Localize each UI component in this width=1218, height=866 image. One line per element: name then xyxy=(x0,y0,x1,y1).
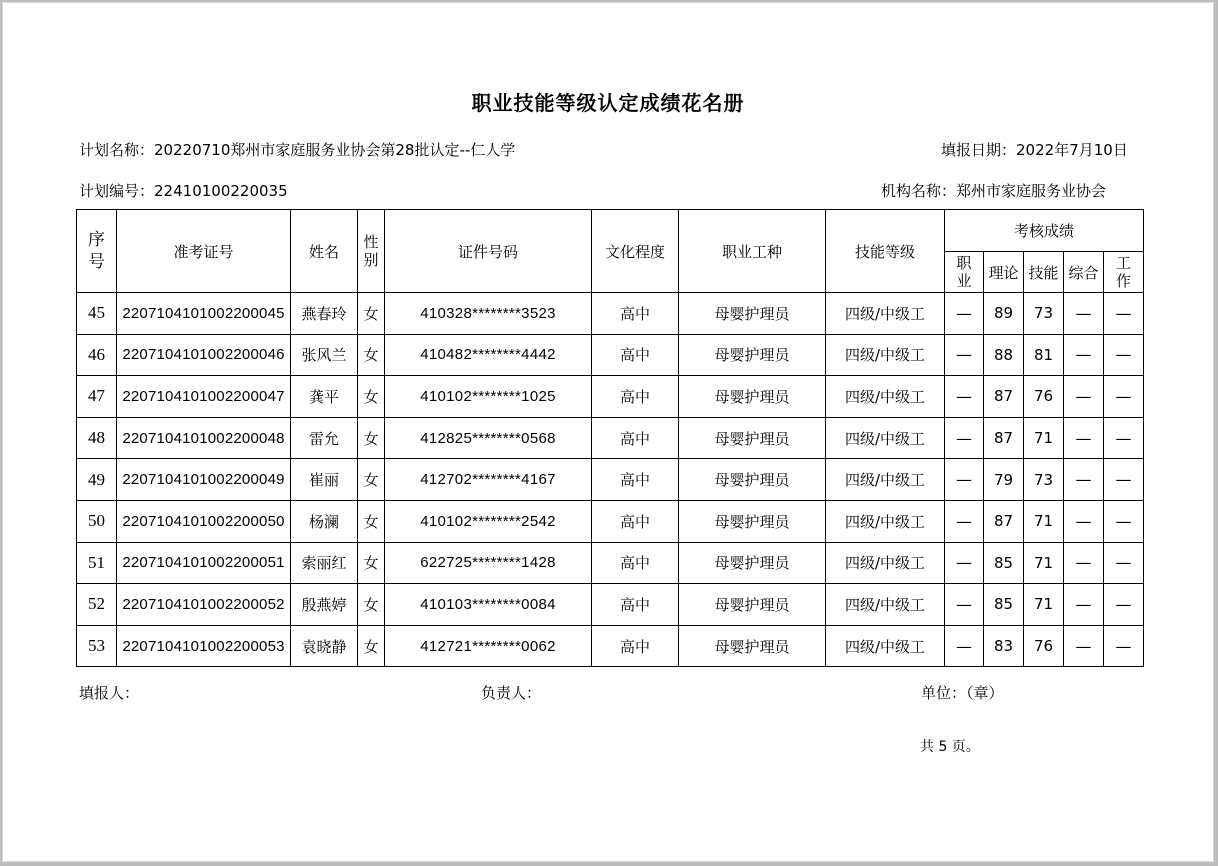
cell-score-theory: 85 xyxy=(984,542,1024,584)
cell-ticket: 2207104101002200049 xyxy=(117,459,291,501)
table-row xyxy=(77,542,1144,584)
cell-name: 张风兰 xyxy=(291,334,358,376)
cell-seq: 49 xyxy=(77,459,117,501)
cell-score-skill: 71 xyxy=(1024,584,1064,626)
cell-score-theory: 89 xyxy=(984,293,1024,335)
fill-date xyxy=(941,139,1128,160)
page-count: 共 5 页。 xyxy=(920,739,980,755)
cell-score-occupation: — xyxy=(945,293,984,335)
cell-name: 燕春玲 xyxy=(291,293,358,335)
table-row xyxy=(77,625,1144,667)
cell-name: 索丽红 xyxy=(291,542,358,584)
cell-occupation: 母婴护理员 xyxy=(679,417,826,459)
cell-score-overall: — xyxy=(1064,459,1104,501)
cell-occupation: 母婴护理员 xyxy=(679,334,826,376)
cell-score-overall: — xyxy=(1064,417,1104,459)
cell-education: 高中 xyxy=(592,625,679,667)
header-score-skill: 技能 xyxy=(1024,252,1064,293)
document-page xyxy=(2,2,1214,862)
cell-occupation: 母婴护理员 xyxy=(679,293,826,335)
table-row xyxy=(77,459,1144,501)
cell-score-overall: — xyxy=(1064,334,1104,376)
cell-level: 四级/中级工 xyxy=(826,417,945,459)
cell-score-work: — xyxy=(1104,459,1144,501)
header-gender: 性别 xyxy=(358,210,385,293)
cell-level: 四级/中级工 xyxy=(826,625,945,667)
cell-score-occupation: — xyxy=(945,417,984,459)
cell-score-theory: 79 xyxy=(984,459,1024,501)
cell-education: 高中 xyxy=(592,417,679,459)
cell-score-occupation: — xyxy=(945,584,984,626)
cell-education: 高中 xyxy=(592,542,679,584)
cell-occupation: 母婴护理员 xyxy=(679,500,826,542)
cell-score-work: — xyxy=(1104,584,1144,626)
cell-gender: 女 xyxy=(358,417,385,459)
cell-gender: 女 xyxy=(358,500,385,542)
cell-score-skill: 76 xyxy=(1024,625,1064,667)
cell-score-overall: — xyxy=(1064,376,1104,418)
cell-seq: 52 xyxy=(77,584,117,626)
cell-name: 殷燕婷 xyxy=(291,584,358,626)
header-education: 文化程度 xyxy=(592,210,679,293)
cell-score-theory: 87 xyxy=(984,417,1024,459)
cell-level: 四级/中级工 xyxy=(826,459,945,501)
cell-level: 四级/中级工 xyxy=(826,376,945,418)
header-occupation: 职业工种 xyxy=(679,210,826,293)
cell-occupation: 母婴护理员 xyxy=(679,584,826,626)
cell-score-skill: 73 xyxy=(1024,293,1064,335)
cell-seq: 50 xyxy=(77,500,117,542)
cell-score-occupation: — xyxy=(945,459,984,501)
cell-score-overall: — xyxy=(1064,500,1104,542)
cell-id: 410103********0084 xyxy=(385,584,592,626)
cell-id: 622725********1428 xyxy=(385,542,592,584)
cell-name: 雷允 xyxy=(291,417,358,459)
cell-score-skill: 71 xyxy=(1024,542,1064,584)
cell-gender: 女 xyxy=(358,459,385,501)
cell-education: 高中 xyxy=(592,500,679,542)
cell-score-work: — xyxy=(1104,625,1144,667)
cell-seq: 51 xyxy=(77,542,117,584)
header-score-overall: 综合 xyxy=(1064,252,1104,293)
cell-ticket: 2207104101002200045 xyxy=(117,293,291,335)
header-score-work: 工作 xyxy=(1104,252,1144,293)
cell-id: 410482********4442 xyxy=(385,334,592,376)
plan-number-label: 计划编号： xyxy=(79,182,155,200)
header-seq: 序号 xyxy=(77,210,117,293)
cell-id: 412721********0062 xyxy=(385,625,592,667)
fill-date-label: 填报日期： xyxy=(941,141,1017,159)
cell-score-skill: 76 xyxy=(1024,376,1064,418)
cell-score-work: — xyxy=(1104,293,1144,335)
cell-education: 高中 xyxy=(592,459,679,501)
cell-gender: 女 xyxy=(358,334,385,376)
cell-score-skill: 71 xyxy=(1024,500,1064,542)
cell-education: 高中 xyxy=(592,334,679,376)
plan-number-value: 22410100220035 xyxy=(154,182,288,200)
cell-occupation: 母婴护理员 xyxy=(679,459,826,501)
plan-name-label: 计划名称： xyxy=(79,141,155,159)
page-title: 职业技能等级认定成绩花名册 xyxy=(471,91,745,115)
cell-score-occupation: — xyxy=(945,334,984,376)
header-level: 技能等级 xyxy=(826,210,945,293)
org-name-label: 机构名称： xyxy=(881,182,957,200)
cell-id: 412702********4167 xyxy=(385,459,592,501)
filler-label: 填报人： xyxy=(79,684,140,702)
cell-score-occupation: — xyxy=(945,376,984,418)
cell-name: 龚平 xyxy=(291,376,358,418)
cell-score-theory: 85 xyxy=(984,584,1024,626)
cell-name: 崔丽 xyxy=(291,459,358,501)
cell-id: 410102********2542 xyxy=(385,500,592,542)
cell-score-skill: 73 xyxy=(1024,459,1064,501)
table-row xyxy=(77,376,1144,418)
plan-name xyxy=(79,139,515,160)
cell-name: 杨澜 xyxy=(291,500,358,542)
cell-score-skill: 71 xyxy=(1024,417,1064,459)
table-row xyxy=(77,500,1144,542)
cell-score-theory: 87 xyxy=(984,500,1024,542)
cell-score-work: — xyxy=(1104,500,1144,542)
cell-score-overall: — xyxy=(1064,542,1104,584)
plan-number xyxy=(79,180,288,201)
cell-score-occupation: — xyxy=(945,625,984,667)
responsible-label: 负责人： xyxy=(481,684,542,702)
header-id: 证件号码 xyxy=(385,210,592,293)
header-scores: 考核成绩 xyxy=(945,210,1144,252)
fill-date-value: 2022年7月10日 xyxy=(1016,141,1128,159)
cell-level: 四级/中级工 xyxy=(826,500,945,542)
cell-occupation: 母婴护理员 xyxy=(679,542,826,584)
cell-score-theory: 87 xyxy=(984,376,1024,418)
org-name xyxy=(881,180,1106,201)
cell-id: 410328********3523 xyxy=(385,293,592,335)
org-name-value: 郑州市家庭服务业协会 xyxy=(956,182,1107,200)
cell-gender: 女 xyxy=(358,376,385,418)
cell-seq: 46 xyxy=(77,334,117,376)
cell-level: 四级/中级工 xyxy=(826,293,945,335)
cell-name: 袁晓静 xyxy=(291,625,358,667)
cell-occupation: 母婴护理员 xyxy=(679,376,826,418)
cell-occupation: 母婴护理员 xyxy=(679,625,826,667)
cell-score-theory: 83 xyxy=(984,625,1024,667)
cell-education: 高中 xyxy=(592,293,679,335)
cell-seq: 48 xyxy=(77,417,117,459)
cell-level: 四级/中级工 xyxy=(826,584,945,626)
score-table xyxy=(76,209,1144,667)
table-row xyxy=(77,584,1144,626)
cell-score-overall: — xyxy=(1064,293,1104,335)
cell-seq: 47 xyxy=(77,376,117,418)
cell-ticket: 2207104101002200047 xyxy=(117,376,291,418)
cell-gender: 女 xyxy=(358,542,385,584)
cell-seq: 45 xyxy=(77,293,117,335)
cell-score-overall: — xyxy=(1064,584,1104,626)
cell-ticket: 2207104101002200052 xyxy=(117,584,291,626)
cell-seq: 53 xyxy=(77,625,117,667)
table-row xyxy=(77,334,1144,376)
table-row xyxy=(77,293,1144,335)
table-row xyxy=(77,417,1144,459)
cell-score-skill: 81 xyxy=(1024,334,1064,376)
cell-education: 高中 xyxy=(592,584,679,626)
cell-score-overall: — xyxy=(1064,625,1104,667)
cell-gender: 女 xyxy=(358,293,385,335)
cell-score-work: — xyxy=(1104,376,1144,418)
cell-ticket: 2207104101002200051 xyxy=(117,542,291,584)
cell-id: 412825********0568 xyxy=(385,417,592,459)
plan-name-value: 20220710郑州市家庭服务业协会第28批认定--仁人学 xyxy=(154,141,516,159)
cell-score-work: — xyxy=(1104,334,1144,376)
header-name: 姓名 xyxy=(291,210,358,293)
cell-ticket: 2207104101002200046 xyxy=(117,334,291,376)
header-ticket: 准考证号 xyxy=(117,210,291,293)
cell-education: 高中 xyxy=(592,376,679,418)
unit-stamp-label: 单位：（章） xyxy=(921,684,1004,702)
cell-score-occupation: — xyxy=(945,500,984,542)
cell-level: 四级/中级工 xyxy=(826,542,945,584)
cell-score-work: — xyxy=(1104,542,1144,584)
cell-ticket: 2207104101002200050 xyxy=(117,500,291,542)
cell-score-theory: 88 xyxy=(984,334,1024,376)
cell-ticket: 2207104101002200048 xyxy=(117,417,291,459)
header-score-occupation: 职业 xyxy=(945,252,984,293)
cell-score-work: — xyxy=(1104,417,1144,459)
cell-level: 四级/中级工 xyxy=(826,334,945,376)
cell-score-occupation: — xyxy=(945,542,984,584)
cell-id: 410102********1025 xyxy=(385,376,592,418)
cell-gender: 女 xyxy=(358,584,385,626)
cell-ticket: 2207104101002200053 xyxy=(117,625,291,667)
cell-gender: 女 xyxy=(358,625,385,667)
header-score-theory: 理论 xyxy=(984,252,1024,293)
